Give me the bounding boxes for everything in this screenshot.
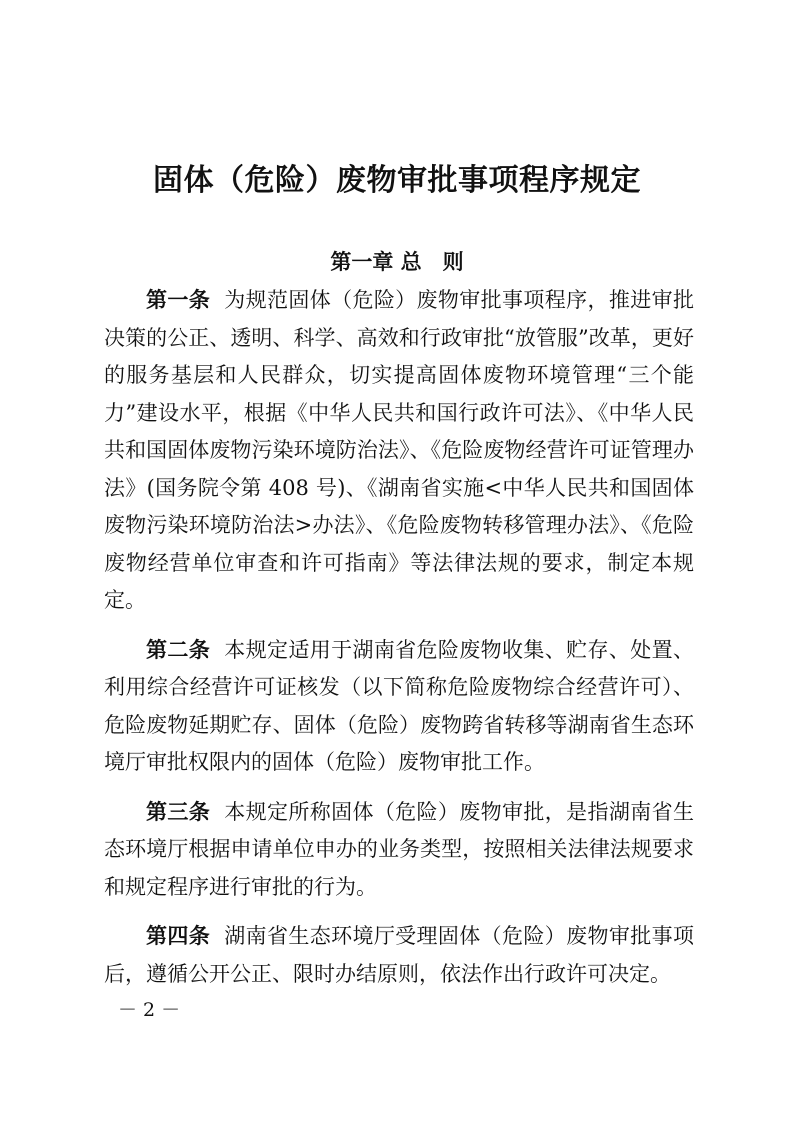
article-2 <box>104 632 694 782</box>
document-body <box>104 282 694 1005</box>
article-label: 第四条 <box>146 924 211 948</box>
article-1 <box>104 282 694 620</box>
article-label: 第三条 <box>146 799 211 824</box>
article-4 <box>104 918 694 993</box>
document-title: 固体（危险）废物审批事项程序规定 <box>153 163 641 198</box>
article-text: 为规范固体（危险）废物审批事项程序，推进审批决策的公正、透明、科学、高效和行政审批“放管服”改革，更好的服务基层和人民群众，切实提高固体废物环境管理“三个能力”建设水平，根据《中华人民共和国行政许可法》、《中华人民共和国固体废物污染环境防治法》、《危险废物经营许可证管理办法》(国务院令第 408 号)、《湖南省实施<中华人民共和国固体废物污染环境防治法>办法》、《危险废物转移管理办法》、《危险废物经营单位审查和许可指南》等法律法规的要求，制定本规定。 <box>104 288 695 612</box>
chapter-title: 第一章 总 则 <box>330 250 464 274</box>
article-text: 湖南省生态环境厅受理固体（危险）废物审批事项后，遵循公开公正、限时办结原则，依法作出行政许可决定。 <box>104 924 695 986</box>
article-label: 第一条 <box>146 288 211 312</box>
article-label: 第二条 <box>146 637 211 662</box>
article-text: 本规定所称固体（危险）废物审批，是指湖南省生态环境厅根据申请单位申办的业务类型，按照相关法律法规要求和规定程序进行审批的行为。 <box>104 799 695 899</box>
article-3 <box>104 794 694 907</box>
article-text: 本规定适用于湖南省危险废物收集、贮存、处置、利用综合经营许可证核发（以下简称危险废物综合经营许可）、危险废物延期贮存、固体（危险）废物跨省转移等湖南省生态环境厅审批权限内的固体（危险）废物审批工作。 <box>104 637 695 774</box>
page-number: － 2 － <box>118 999 181 1021</box>
